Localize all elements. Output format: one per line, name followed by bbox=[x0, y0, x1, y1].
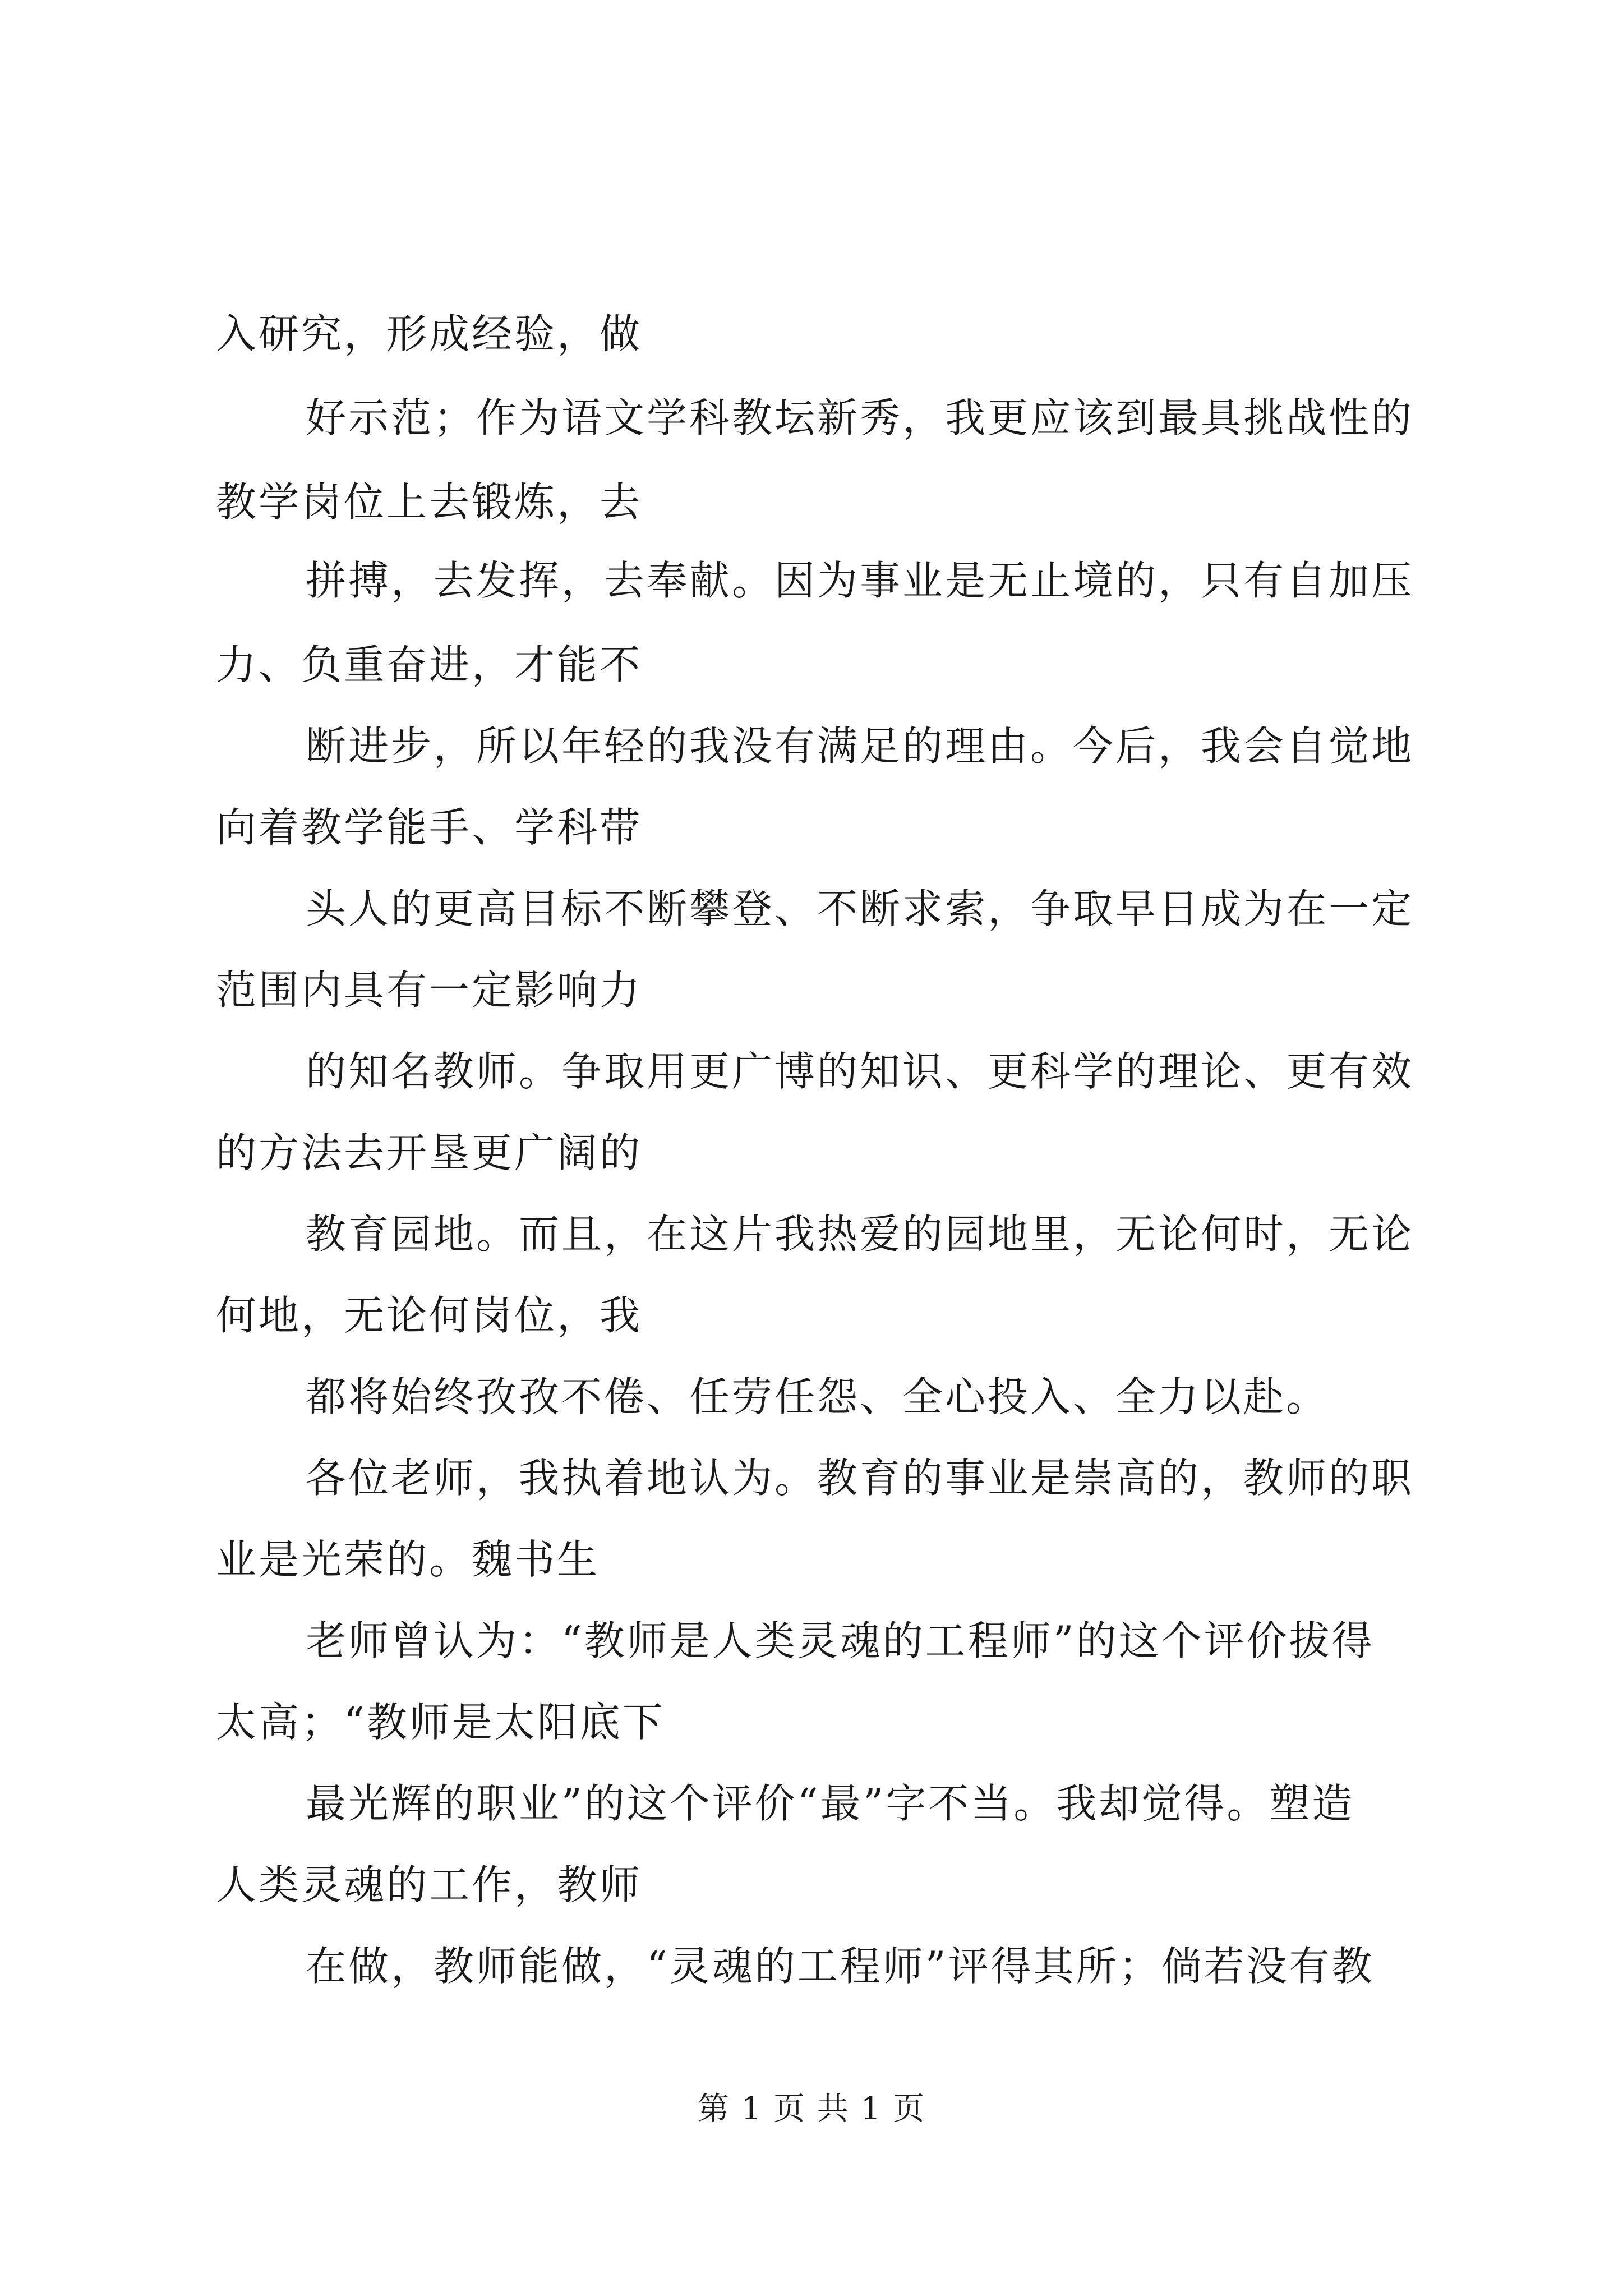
text-line: 各位老师，我执着地认为。教育的事业是崇高的，教师的职 bbox=[306, 1455, 1414, 1502]
text-line: 何地，无论何岗位，我 bbox=[216, 1292, 643, 1339]
text-line: 断进步，所以年轻的我没有满足的理由。今后，我会自觉地 bbox=[306, 723, 1414, 770]
text-line: 人类灵魂的工作，教师 bbox=[216, 1861, 643, 1908]
text-line: 都将始终孜孜不倦、任劳任怨、全心投入、全力以赴。 bbox=[306, 1373, 1329, 1420]
text-line: 在做，教师能做，“灵魂的工程师”评得其所；倘若没有教 bbox=[306, 1943, 1375, 1990]
text-line: 老师曾认为：“教师是人类灵魂的工程师”的这个评价拔得 bbox=[306, 1617, 1375, 1664]
text-line: 最光辉的职业”的这个评价“最”字不当。我却觉得。塑造 bbox=[306, 1780, 1355, 1827]
text-line: 好示范；作为语文学科教坛新秀，我更应该到最具挑战性的 bbox=[306, 394, 1414, 441]
text-line: 力、负重奋进，才能不 bbox=[216, 641, 643, 688]
text-line: 教学岗位上去锻炼，去 bbox=[216, 478, 643, 526]
text-line: 教育园地。而且，在这片我热爱的园地里，无论何时，无论 bbox=[306, 1211, 1414, 1258]
text-line: 拼搏，去发挥，去奉献。因为事业是无止境的，只有自加压 bbox=[306, 557, 1414, 604]
text-line: 业是光荣的。魏书生 bbox=[216, 1536, 600, 1583]
text-line: 太高；“教师是太阳底下 bbox=[216, 1699, 665, 1746]
text-line: 入研究，形成经验，做 bbox=[216, 310, 643, 357]
text-line: 范围内具有一定影响力 bbox=[216, 967, 643, 1014]
text-line: 的方法去开垦更广阔的 bbox=[216, 1129, 643, 1176]
page-footer: 第 1 页 共 1 页 bbox=[697, 2091, 926, 2127]
text-line: 的知名教师。争取用更广博的知识、更科学的理论、更有效 bbox=[306, 1048, 1414, 1095]
text-line: 头人的更高目标不断攀登、不断求索，争取早日成为在一定 bbox=[306, 885, 1414, 932]
text-line: 向着教学能手、学科带 bbox=[216, 804, 643, 851]
